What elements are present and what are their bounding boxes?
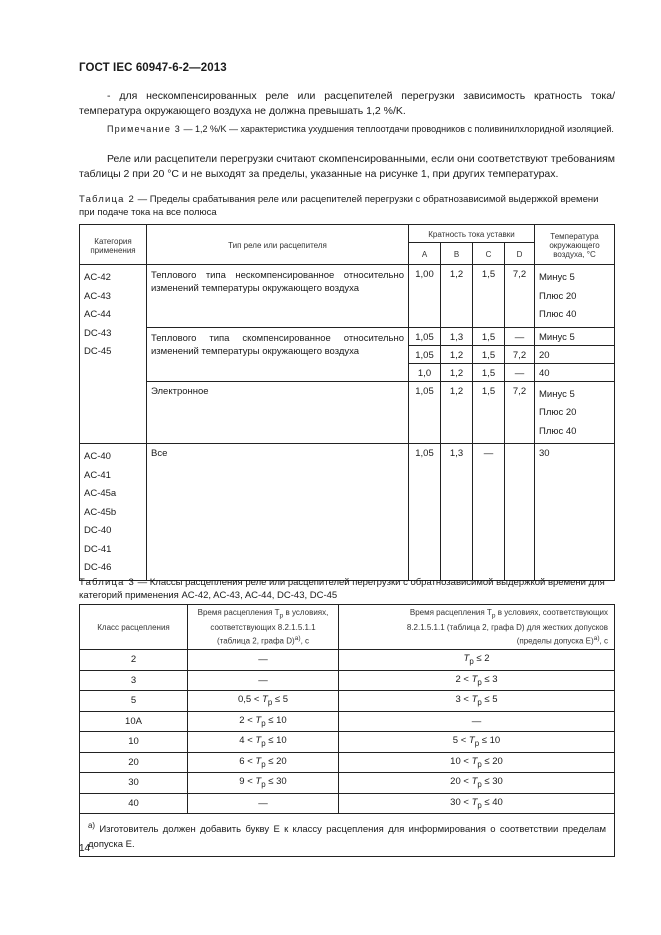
category-item: DC-41 (84, 543, 112, 555)
table-row (80, 670, 615, 691)
value-c: 1,5 (473, 345, 505, 363)
table-row (80, 691, 615, 712)
temp-cell (535, 265, 615, 328)
table3-caption (79, 576, 615, 602)
footnote-text: Изготовитель должен добавить букву Е к классу расцепления для информирования о соответствии пределам допуска Е. (88, 824, 606, 851)
time-strict-cell: $T_p \le 2$ (339, 650, 615, 671)
value-a: 1,05 (409, 327, 441, 345)
value-b: 1,2 (441, 363, 473, 381)
class-cell: 2 (80, 650, 188, 671)
value-d: — (505, 363, 535, 381)
class-cell: 10 (80, 732, 188, 753)
note-label: Примечание 3 (107, 124, 181, 134)
value-d: 7,2 (505, 381, 535, 444)
temp-value: Плюс 20 (539, 407, 577, 418)
value-d: 7,2 (505, 265, 535, 328)
temp-value: 40 (535, 363, 615, 381)
category-item: DC-46 (84, 562, 112, 573)
temp-value: Плюс 40 (539, 309, 577, 320)
time-standard-cell: $2 < T_p \le 10$ (188, 711, 339, 732)
note-3 (79, 122, 615, 136)
category-item: DC-40 (84, 525, 112, 536)
time-standard-cell: $6 < T_p \le 20$ (188, 752, 339, 773)
time-standard-cell: $0,5 < T_p \le 5$ (188, 691, 339, 712)
header-text: Время расцепления T (197, 608, 280, 618)
time-standard-cell: $4 < T_p \le 10$ (188, 732, 339, 753)
time-strict-cell: $10 < T_p \le 20$ (339, 752, 615, 773)
time-standard-cell: $9 < T_p \le 30$ (188, 773, 339, 794)
table-row (80, 752, 615, 773)
table-2 (79, 224, 615, 581)
bullet-paragraph: - для нескомпенсированных реле или расцепителей перегрузки зависимость кратность тока/температура окружающего воздуха не должна превышать 1,2 %/K. (79, 90, 615, 117)
header-time-strict (339, 605, 615, 650)
table-row (80, 650, 615, 671)
table-row (80, 444, 615, 581)
time-strict-cell: $3 < T_p \le 5$ (339, 691, 615, 712)
category-item: DC-43 (84, 327, 112, 339)
compensated-paragraph: Реле или расцепители перегрузки считают скомпенсированными, если они соответствуют требованиям таблицы 2 при 20 °С и не выходят за пределы, указанные на рисунке 1, при других температурах. (79, 153, 615, 180)
temp-value: Минус 5 (539, 272, 575, 283)
class-cell: 5 (80, 691, 188, 712)
time-strict-cell: $2 < T_p \le 3$ (339, 670, 615, 691)
table2-caption-label: Таблица 2 (79, 194, 135, 205)
value-b: 1,3 (441, 444, 473, 581)
category-item: AC-40 (84, 451, 111, 462)
table2-caption-text: — Пределы срабатывания реле или расцепителей перегрузки с обратнозависимой выдержкой времени при подаче тока на все полюса (79, 194, 599, 218)
temp-value: Минус 5 (535, 327, 615, 345)
time-strict-cell: $30 < T_p \le 40$ (339, 793, 615, 814)
table-row (80, 732, 615, 753)
temp-value: Плюс 20 (539, 290, 577, 302)
temp-value: Минус 5 (539, 388, 575, 400)
subscript-p: p (491, 612, 496, 620)
note-text: — 1,2 %/K — характеристика ухудшения теплоотдачи проводников с поливинилхлоридной изоляцией. (181, 124, 614, 134)
value-c: 1,5 (473, 327, 505, 345)
header-temperature: Температура окружающего воздуха, °С (535, 225, 615, 265)
table-row (80, 265, 615, 328)
category-group-2 (80, 444, 147, 581)
time-strict-cell: $5 < T_p \le 10$ (339, 732, 615, 753)
header-text: , с (599, 636, 608, 646)
value-c: 1,5 (473, 381, 505, 444)
value-d (505, 444, 535, 581)
header-text: 8.2.1.5.1.1 (таблица 2, графа D) для жестких допусков (406, 622, 608, 632)
table3-caption-text: — Классы расцепления реле или расцепителей перегрузки с обратнозависимой выдержкой времени для категорий применения AC-42, AC-43, AC-44, DC-43, DC-45 (79, 577, 605, 601)
class-cell: 3 (80, 670, 188, 691)
temp-cell (535, 381, 615, 444)
table-row (80, 773, 615, 794)
header-c: C (473, 243, 505, 265)
value-c: — (473, 444, 505, 581)
time-standard-cell: — (188, 793, 339, 814)
value-c: 1,5 (473, 265, 505, 328)
time-strict-cell: $20 < T_p \le 30$ (339, 773, 615, 794)
category-item: AC-43 (84, 290, 111, 302)
category-group-1 (80, 265, 147, 444)
header-text: в условиях, соответствующих (495, 608, 608, 618)
header-d: D (505, 243, 535, 265)
class-cell: 30 (80, 773, 188, 794)
category-item: AC-41 (84, 469, 111, 481)
header-type: Тип реле или расцепителя (147, 225, 409, 265)
class-cell: 10A (80, 711, 188, 732)
time-standard-cell: — (188, 670, 339, 691)
category-item: AC-45b (84, 506, 117, 518)
header-text: соответствующих 8.2.1.5.1.1 (210, 622, 316, 632)
value-b: 1,3 (441, 327, 473, 345)
subscript-p: p (279, 612, 284, 620)
table-3 (79, 604, 615, 857)
value-a: 1,0 (409, 363, 441, 381)
footnote-ref: a) (294, 634, 301, 642)
class-cell: 40 (80, 793, 188, 814)
table2-caption (79, 193, 615, 219)
header-b: B (441, 243, 473, 265)
temp-value: 20 (535, 345, 615, 363)
value-a: 1,05 (409, 444, 441, 581)
header-text: , с (300, 636, 310, 646)
header-text: (пределы допуска E) (516, 636, 594, 646)
type-cell: Электронное (147, 381, 409, 444)
value-a: 1,05 (409, 381, 441, 444)
category-item: DC-45 (84, 346, 112, 357)
category-item: AC-45a (84, 488, 117, 499)
temp-value: 30 (535, 444, 615, 581)
value-c: 1,5 (473, 363, 505, 381)
type-cell: Теплового типа нескомпенсированное относительно изменений температуры окружающего воздуха (147, 265, 409, 328)
value-b: 1,2 (441, 345, 473, 363)
temp-value: Плюс 40 (539, 425, 577, 437)
table-row (80, 327, 615, 345)
value-d: 7,2 (505, 345, 535, 363)
header-text: (таблица 2, графа D) (216, 636, 295, 646)
time-strict-cell: — (339, 711, 615, 732)
footnote-ref: a) (593, 634, 600, 642)
type-cell: Теплового типа скомпенсированное относительно изменений температуры окружающего воздуха (147, 327, 409, 381)
table-row (80, 793, 615, 814)
value-d: — (505, 327, 535, 345)
header-text: Время расцепления T (409, 608, 492, 618)
header-time-standard (188, 605, 339, 650)
value-a: 1,00 (409, 265, 441, 328)
time-standard-cell: — (188, 650, 339, 671)
header-multiple: Кратность тока уставки (409, 225, 535, 243)
table-row (80, 711, 615, 732)
table-row (80, 381, 615, 444)
value-a: 1,05 (409, 345, 441, 363)
header-a: A (409, 243, 441, 265)
value-b: 1,2 (441, 381, 473, 444)
header-class: Класс расцепления (80, 605, 188, 650)
document-header: ГОСТ IEC 60947-6-2—2013 (79, 62, 227, 74)
header-text: в условиях, (283, 608, 329, 618)
table3-caption-label: Таблица 3 (79, 577, 135, 588)
value-b: 1,2 (441, 265, 473, 328)
header-category: Категория применения (80, 225, 147, 265)
table3-footnote (80, 814, 615, 857)
category-item: AC-44 (84, 309, 111, 320)
category-item: AC-42 (84, 272, 111, 283)
type-cell: Все (147, 444, 409, 581)
footnote-mark: a) (88, 821, 96, 830)
page-number: 14 (79, 843, 91, 854)
class-cell: 20 (80, 752, 188, 773)
